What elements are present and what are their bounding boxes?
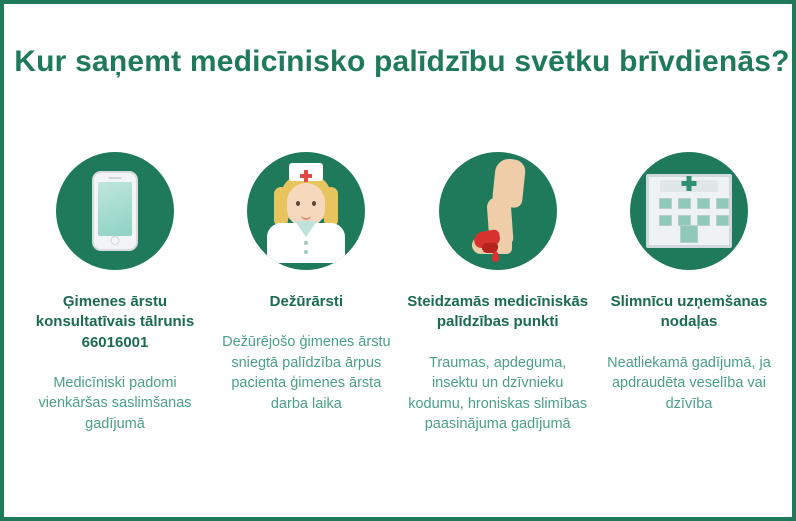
hospital-figure-shape xyxy=(646,174,732,248)
hospital-window xyxy=(697,215,710,226)
hospital-window xyxy=(659,215,672,226)
hospital-window xyxy=(659,198,672,209)
column-injury xyxy=(405,152,591,435)
nurse-button-one-shape xyxy=(304,241,308,245)
phone-screen-shape xyxy=(98,182,132,236)
column-body: Traumas, apdeguma, insektu un dzīvnieku kodumu, hroniskas slimības paasinājuma gadījumā xyxy=(408,354,588,433)
column-nurse xyxy=(213,152,399,415)
hospital-building-icon xyxy=(630,152,748,270)
nurse-hair-right-shape xyxy=(324,187,338,227)
nurse-collar-shape xyxy=(295,221,317,237)
nurse-hair-left-shape xyxy=(274,187,288,227)
hospital-window xyxy=(716,215,729,226)
nurse-button-two-shape xyxy=(304,250,308,254)
phone-home-button-shape xyxy=(111,236,120,245)
column-phone xyxy=(22,152,208,434)
hospital-window xyxy=(716,198,729,209)
column-heading: Steidzamās medicīniskās palīdzības punkti xyxy=(407,293,589,331)
page-title: Kur saņemt medicīnisko palīdzību svētku brīvdienās? xyxy=(14,45,790,78)
phone-body-shape xyxy=(92,171,138,251)
column-heading: Slimnīcu uzņemšanas nodaļas xyxy=(610,293,768,331)
hospital-door-shape xyxy=(680,225,698,243)
mobile-phone-icon xyxy=(56,152,174,270)
nurse-figure-shape xyxy=(258,159,354,263)
column-heading: Ģimenes ārstu konsultatīvais tālrunis 66016001 xyxy=(35,293,195,351)
injured-leg-icon xyxy=(439,152,557,270)
phone-speaker-shape xyxy=(109,177,122,179)
red-cross-horizontal-shape xyxy=(300,174,312,178)
column-body: Medicīniski padomi vienkāršas saslimšanas gadījumā xyxy=(38,374,192,432)
nurse-icon xyxy=(247,152,365,270)
blood-drip-shape xyxy=(492,251,499,262)
column-body: Neatliekamā gadījumā, ja apdraudēta veselība vai dzīvība xyxy=(607,354,771,412)
column-hospital xyxy=(596,152,782,414)
column-heading: Dežūrārsti xyxy=(269,293,343,310)
hospital-window xyxy=(697,198,710,209)
leg-figure-shape xyxy=(448,159,548,263)
hospital-cross-horizontal-shape xyxy=(681,181,696,186)
column-body: Dežūrējošo ģimenes ārstu sniegtā palīdzība ārpus pacienta ģimenes ārsta darba laika xyxy=(222,334,391,412)
nurse-cap-shape xyxy=(289,163,323,181)
hospital-window xyxy=(678,198,691,209)
columns-container xyxy=(22,152,782,435)
hospital-window-row-top xyxy=(659,198,729,209)
